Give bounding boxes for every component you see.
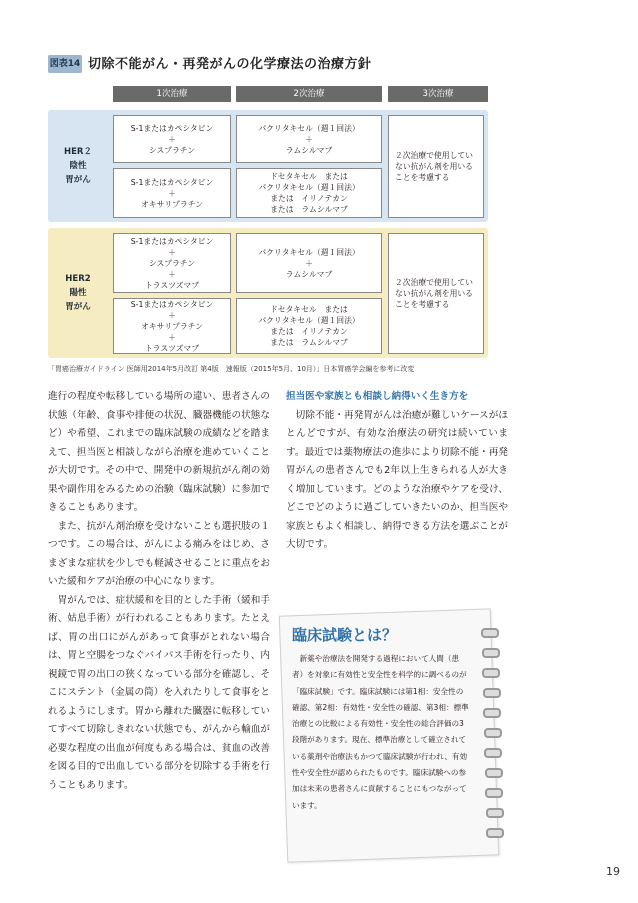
binder-ring-icon: [482, 648, 500, 658]
label-line: 胃がん: [65, 302, 91, 312]
paragraph: 進行の程度や転移している場所の違い、患者さんの状態（年齢、食事や排便の状況、臓器機能の状態など）や希望、これまでの臨床試験の成績などを踏まえて、担当医と相談しながら治療を進めていくことが大切です。その中で、開発中の新規抗がん剤の効果や副作用をみるための治験（臨床試験）に参加できることもあります。: [48, 391, 270, 513]
third-line-note: ２次治療で使用していない抗がん剤を用いることを考慮する: [388, 233, 484, 354]
left-column: [48, 388, 270, 795]
regimen-line: オキサリプラチン: [141, 321, 203, 331]
regimen-line: ＋: [305, 134, 313, 144]
right-column: [286, 388, 508, 555]
group-label-her2-negative: [48, 145, 108, 187]
binder-ring-icon: [483, 688, 501, 698]
third-line-note: ２次治療で使用していない抗がん剤を用いることを考慮する: [388, 115, 484, 218]
regimen-line: または ラムシルマブ: [270, 338, 348, 347]
regimen-line: オキサリプラチン: [141, 199, 203, 209]
regimen-line: パクリタキセル（週１回法）: [258, 316, 360, 325]
paragraph: 胃がんでは、症状緩和を目的とした手術（緩和手術、姑息手術）が行われることもあります。たとえば、胃の出口にがんがあって食事がとれない場合は、胃と空腸をつなぐバイパス手術を行ったり、内視鏡で胃の出口の狭くなっている部分を確認し、そこにステント（金属の筒）を入れたりして食事をとれるようにします。胃から離れた臓器に転移していてすべて切除しきれない状態でも、がんから輸血が必要な程度の出血が何度もある場合は、貧血の改善を図る目的で出血している部分を切除する手術を行うこともあります。: [48, 594, 270, 791]
regimen-line: パクリタキセル（週１回法）: [258, 247, 360, 257]
regimen-line: ラムシルマブ: [285, 145, 333, 155]
regimen-line: S-1またはカペシタビン: [130, 177, 214, 187]
regimen-line: ＋: [168, 247, 176, 257]
regimen-line: S-1またはカペシタビン: [130, 123, 214, 133]
regimen-line: S-1またはカペシタビン: [130, 236, 214, 246]
binder-ring-icon: [485, 788, 503, 798]
figure-source: 「胃癌治療ガイドライン 医師用2014年5月改訂 第4版 速報版（2015年5月、10月）」日本胃癌学会編を参考に改変: [48, 365, 415, 373]
binder-ring-icon: [481, 628, 499, 638]
section-heading: 担当医や家族とも相談し納得いく生き方を: [286, 391, 469, 402]
label-line: 陰性: [69, 161, 87, 171]
regimen-line: パクリタキセル（週１回法）: [258, 183, 360, 192]
clinical-trial-content: [292, 624, 470, 814]
binder-ring-icon: [482, 668, 500, 678]
regimen-first-line: [113, 233, 231, 293]
figure-title: 切除不能がん・再発がんの化学療法の治療方針: [88, 57, 372, 72]
label-line: 胃がん: [65, 175, 91, 185]
regimen-line: トラスツズマブ: [144, 280, 200, 290]
regimen-line: S-1またはカペシタビン: [130, 299, 214, 309]
regimen-second-line: [236, 298, 382, 354]
label-line: HER２: [64, 147, 92, 157]
regimen-line: または ラムシルマブ: [270, 205, 348, 214]
header-third-line: 3次治療: [388, 86, 488, 102]
binder-ring-icon: [484, 728, 502, 738]
regimen-line: シスプラチン: [148, 258, 196, 268]
regimen-second-line: [236, 168, 382, 218]
clinical-trial-text: 新薬や治療法を開発する過程において人間（患者）を対象に有効性と安全性を科学的に調べるのが「臨床試験」です。臨床試験には第1相：安全性の確認、第2相：有効性・安全性の確認、第3相：標準治療との比較による有効性・安全性の総合評価の3段階があります。現在、標準治療として確立されている薬剤や治療法もかつて臨床試験が行われ、有効性や安全性が認められたものです。臨床試験への参加は未来の患者さんに貢献することにもつながっています。: [292, 654, 469, 810]
clinical-trial-title: 臨床試験とは？: [292, 626, 398, 644]
binder-ring-icon: [483, 708, 501, 718]
header-second-line: 2次治療: [236, 86, 382, 102]
binder-ring-icon: [486, 808, 504, 818]
group-label-her2-positive: [48, 272, 108, 314]
label-line: HER2: [65, 274, 91, 284]
paragraph: また、抗がん剤治療を受けないことも選択肢の１つです。この場合は、がんによる痛みをはじめ、さまざまな症状を少しでも軽減させることに重点をおいた緩和ケアが治療の中心になります。: [48, 520, 270, 587]
regimen-line: ドセタキセル または: [270, 172, 348, 181]
label-line: 陽性: [69, 288, 87, 298]
binder-ring-icon: [486, 828, 504, 838]
paragraph: 切除不能・再発胃がんは治癒が難しいケースがほとんどですが、有効な治療法の研究は続いています。最近では薬物療法の進歩により切除不能・再発胃がんの患者さんでも2年以上生きられる人が大きく増加しています。どのような治療やケアを受け、どこでどのように過ごしていきたいのか、担当医や家族ともよく相談し、納得できる方法を選ぶことが大切です。: [286, 409, 508, 550]
regimen-line: ＋: [168, 188, 176, 198]
regimen-first-line: [113, 168, 231, 218]
regimen-line: ＋: [168, 332, 176, 342]
header-first-line: 1次治療: [113, 86, 231, 102]
figure-badge: 図表14: [48, 55, 82, 73]
regimen-line: トラスツズマブ: [144, 343, 200, 353]
regimen-line: ＋: [168, 134, 176, 144]
binder-ring-icon: [485, 768, 503, 778]
regimen-second-line: [236, 233, 382, 293]
regimen-line: ＋: [168, 310, 176, 320]
regimen-first-line: [113, 298, 231, 354]
regimen-second-line: [236, 115, 382, 163]
regimen-line: シスプラチン: [148, 145, 196, 155]
regimen-line: または イリノテカン: [270, 327, 348, 336]
regimen-line: ＋: [168, 269, 176, 279]
regimen-line: または イリノテカン: [270, 194, 348, 203]
regimen-line: パクリタキセル（週１回法）: [258, 123, 360, 133]
page-number: 19: [606, 865, 620, 878]
regimen-line: ラムシルマブ: [285, 269, 333, 279]
regimen-line: ドセタキセル または: [270, 305, 348, 314]
binder-ring-icon: [484, 748, 502, 758]
regimen-first-line: [113, 115, 231, 163]
regimen-line: ＋: [305, 258, 313, 268]
